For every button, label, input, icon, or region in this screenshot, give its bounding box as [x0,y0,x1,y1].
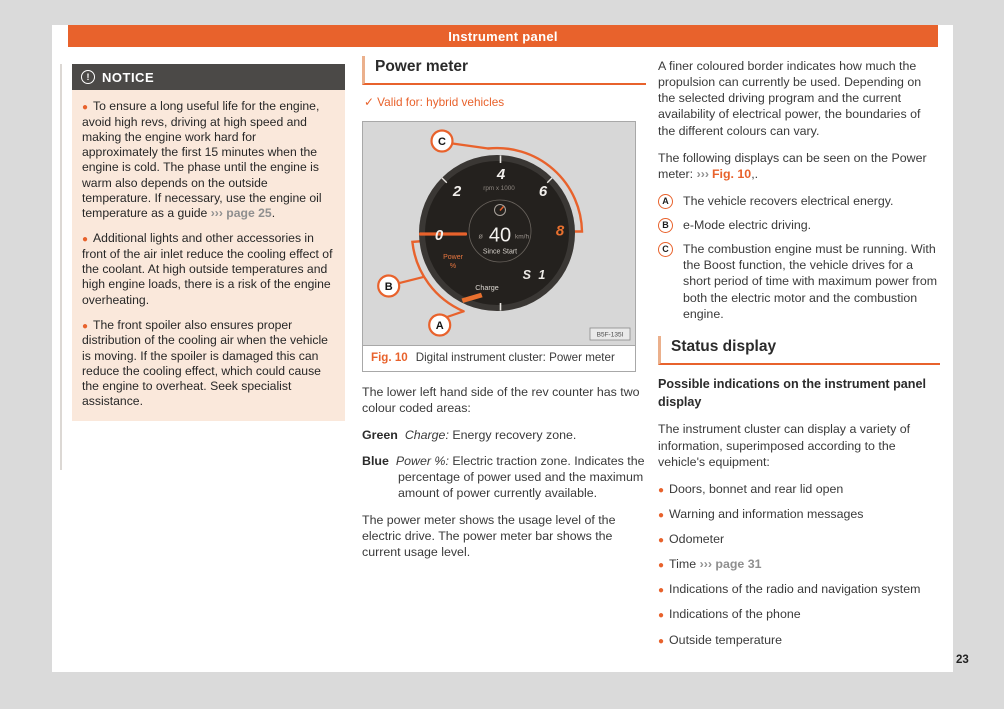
callout-item-b [658,217,940,233]
notice-item-text: The front spoiler also ensures proper distribution of the cooling air when the vehicle is moving. If the spoiler is damaged this can reduce the cooling effect, which could cause the engine to overheat. Seek specialist assistance. [82,317,328,409]
status-bullet [658,581,940,597]
definition-green [362,428,646,444]
bullet-text: Doors, bonnet and rear lid open [669,481,844,496]
dial-number-0: 0 [434,226,444,244]
since-start-label: Since Start [482,248,518,256]
bullet-icon: ● [658,635,665,647]
notice-header [72,64,345,90]
chapter-title: Instrument panel [448,28,558,44]
callout-legend [658,193,940,322]
definition-label: Power %: [395,454,449,469]
paragraph: A finer coloured border indicates how much the propulsion can currently be used. Depending on the selected driving program and the current availability of electrical power, the boundaries of the different colours can vary. [658,59,922,138]
callout-text: The combustion engine must be running. With the Boost function, the vehicle drives for a short period of time with maximum power from both the electric motor and the combustion engine. [683,242,938,321]
paragraph-text: The following displays can be seen on the Power meter: [658,150,927,181]
image-code: B5F-135I [596,331,624,339]
notice-item-text: To ensure a long useful life for the engine, avoid high revs, driving at high speed and making the engine work hard for approximately the first 15 minutes when the engine is cold. The phase until the engine is warm also depends on the outside temperature. If necessary, use the engine oil temperature as a guide [82,99,322,220]
definition-text: Electric traction zone. Indicates the percentage of power used and the maximum amount of power currently available. [398,454,645,501]
chevrons: ››› [696,166,709,181]
bullet-text: Odometer [669,532,725,547]
paragraph-with-ref [658,150,940,182]
validity-line [364,95,646,110]
charge-label: Charge [475,282,499,292]
bullet-icon: ● [658,585,665,597]
section-heading-power-meter: Power meter [362,56,646,85]
page-gutter-shadow [60,64,62,470]
callout-text: e-Mode electric driving. [683,218,812,232]
notice-item-text: Additional lights and other accessories in front of the air inlet reduce the cooling effect of the coolant. At high outside temperatures and high engine loads, there is a risk of the engine overheating. [82,231,333,307]
definition-text: Energy recovery zone. [448,427,577,442]
page-number: 23 [956,654,969,666]
bullet-text: Outside temperature [669,632,782,647]
callout-a-letter: A [435,319,444,332]
page-sheet [52,25,953,672]
notice-item [82,318,335,410]
status-bullet [658,531,940,547]
figure-caption-text: Digital instrument cluster: Power meter [415,350,615,364]
callout-c-line [453,143,489,148]
rpm-label: rpm x 1000 [483,184,515,192]
bullet-icon: ● [658,560,665,572]
callout-b-badge: B [658,218,673,233]
dial-number-6: 6 [538,182,548,200]
paragraph: The lower left hand side of the rev counter has two colour coded areas: [362,384,640,415]
figure-10 [362,121,636,372]
dial-number-8: 8 [555,222,565,240]
dial-number-4: 4 [496,165,506,183]
notice-box [72,64,345,421]
callout-item-c [658,241,940,322]
power-label: Power [443,253,463,261]
callout-b-line [399,277,424,283]
status-bullet [658,632,940,648]
page-reference-link[interactable]: ››› page 25 [210,206,272,220]
chapter-header-bar [68,25,938,47]
paragraph: The power meter shows the usage level of the electric drive. The power meter bar shows the current usage level. [362,513,616,559]
figure-10-image [363,122,635,345]
exclamation-circle-icon: ! [81,70,95,84]
notice-title: NOTICE [102,69,155,85]
notice-item [82,99,335,221]
avg-symbol: ø [478,231,483,241]
figure-label: Fig. 10 [371,350,408,364]
notice-body [72,90,345,421]
status-bullet [658,506,940,522]
power-meter-gauge-graphic [363,122,635,345]
section-heading-status-display: Status display [658,336,940,365]
bullet-icon: ● [82,234,89,246]
status-bullet-list [658,481,940,648]
status-bullet [658,556,940,572]
bullet-text: Time [669,557,700,572]
callout-text: The vehicle recovers electrical energy. [683,193,894,208]
middle-column [362,56,646,572]
definition-term: Green [362,427,398,442]
callout-c-letter: C [438,135,446,148]
figure-caption [363,345,635,371]
check-icon: ✓ [364,94,374,109]
notice-item [82,231,335,308]
bullet-icon: ● [658,535,665,547]
figure-reference-link[interactable]: Fig. 10 [711,166,752,181]
dial-number-2: 2 [452,182,462,200]
bullet-icon: ● [82,102,89,113]
bullet-text: Indications of the phone [669,607,801,622]
status-bullet [658,606,940,622]
callout-a-line [447,311,464,317]
bullet-icon: ● [658,484,665,496]
bullet-icon: ● [82,320,89,332]
paragraph-tail: ,. [751,166,759,181]
status-bullet [658,481,940,497]
definition-blue [362,454,646,502]
bullet-icon: ● [658,509,665,521]
validity-text: Valid for: hybrid vehicles [377,94,505,109]
definition-term: Blue [362,454,389,469]
speed-unit: km/h [515,233,530,241]
callout-item-a [658,193,940,209]
definition-label: Charge: [404,427,449,442]
callout-c-badge: C [658,242,673,257]
bullet-text: Warning and information messages [669,506,864,521]
callout-b-letter: B [384,280,393,293]
power-percent-label: % [449,262,457,270]
callout-a-badge: A [658,194,673,209]
speed-value: 40 [488,224,512,247]
paragraph: The instrument cluster can display a variety of information, superimposed according to the vehicle's equipment: [658,422,911,469]
bullet-icon: ● [658,610,665,622]
gear-indicator: S 1 [522,267,548,282]
status-subheading: Possible indications on the instrument panel display [658,376,927,410]
page-reference-link[interactable]: ››› page 31 [699,557,762,572]
bullet-text: Indications of the radio and navigation system [669,582,921,597]
notice-item-tail: . [271,206,276,220]
right-column [658,58,940,657]
